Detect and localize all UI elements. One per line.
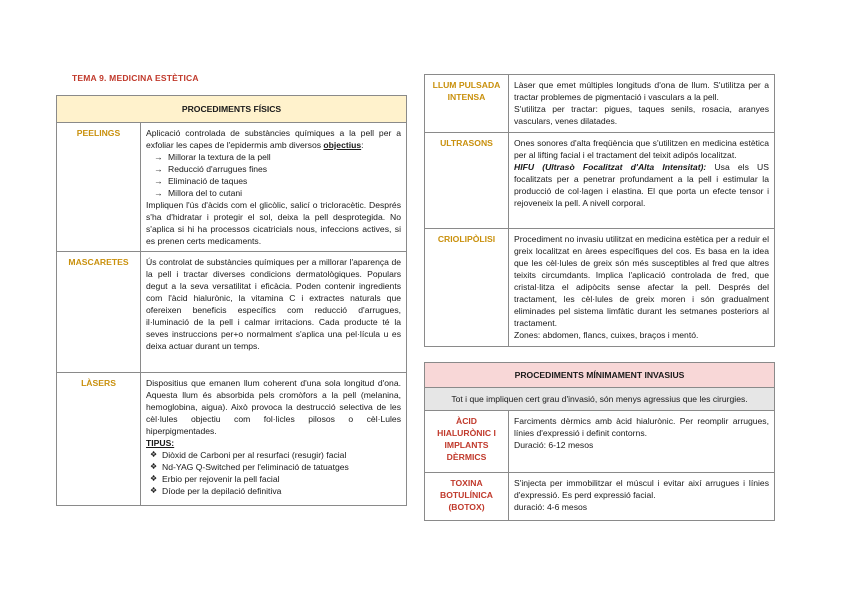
list-item — [146, 151, 401, 163]
minimally-invasive-table — [424, 362, 775, 521]
peelings-content — [141, 123, 407, 252]
hyaluronic-label-line: HIALURÒNIC I — [437, 428, 496, 438]
list-item — [146, 175, 401, 187]
cryolipolysis-content — [509, 229, 775, 347]
botox-row — [425, 473, 775, 521]
arrow-icon: → — [154, 188, 163, 198]
cryolipolysis-label: CRIOLIPÒLISI — [425, 229, 509, 347]
list-item-text: Reducció d'arrugues fines — [168, 164, 268, 174]
pulsed-light-content — [509, 75, 775, 133]
botox-duration: duració: 4-6 mesos — [514, 502, 588, 512]
peelings-row — [57, 123, 407, 252]
cryolipolysis-row — [425, 229, 775, 347]
ultrasound-description: Ones sonores d'alta freqüència que s'utilitzen en medicina estètica per al lifting facial i el tractament del teixit adipós localitzat. — [514, 138, 769, 160]
ultrasound-row — [425, 133, 775, 229]
cryolipolysis-description: Procediment no invasiu utilitzat en medicina estètica per a reduir el greix localitzat en àrees específiques del cos. Es basa en la idea que les cèl·lules de greix són més susceptibles al fred que altres teixits circumdants. Implica l'aplicació controlada de fred, que cristal·litza el adipòcits sense afectar la pell. Després del tractament, les cèl·lules de greix moren i són gradualment eliminades pel sistema limfàtic durant les setmanes posteriors al tractament. — [514, 234, 769, 328]
list-item — [146, 485, 401, 497]
lasers-description: Dispositius que emanen llum coherent d'una sola longitud d'ona. Aquesta llum és absorbida pels cromòfors a la pell (melanina, hemoglobina, aigua). Això provoca la destrucció selectiva de les cèl·lules objectiu com fol·licles pilosos o cèl·Lules hiperpigmentades. — [146, 378, 402, 436]
peelings-colon: : — [361, 140, 364, 150]
list-item — [146, 473, 401, 485]
list-item-text: Eliminació de taques — [168, 176, 248, 186]
pulsed-light-uses: S'utilitza per tractar: pigues, taques senils, rosacia, aranyes vasculars, venes dilatades. — [514, 104, 769, 126]
lasers-row — [57, 373, 407, 506]
arrow-icon: → — [154, 164, 163, 174]
pulsed-light-label — [425, 75, 509, 133]
peelings-outro: Impliquen l'ús d'àcids com el glicòlic, salicí o tricloracètic. Després s'ha d'hidratar i protegir el sol, deixa la pell desprotegida. No s'aplica si hi ha processos cicatricials nous, infeccions actives, si es prenen certs medicaments. — [146, 200, 402, 246]
list-item-text: Erbio per rejovenir la pell facial — [162, 474, 280, 484]
peelings-intro: Aplicació controlada de substàncies químiques a la pell per a exfoliar les capes de l'epidermis amb diversos — [146, 128, 402, 150]
ultrasound-content — [509, 133, 775, 229]
pulsed-light-row — [425, 75, 775, 133]
diamond-bullet-icon: ❖ — [150, 486, 158, 495]
lasers-type-list — [146, 449, 401, 497]
lasers-content — [141, 373, 407, 506]
ultrasound-label: ULTRASONS — [425, 133, 509, 229]
botox-label-line: BOTULÍNICA — [440, 490, 493, 500]
list-item-text: Millora del to cutani — [168, 188, 243, 198]
hyaluronic-description: Farciments dèrmics amb àcid hialurònic. Per reomplir arrugues, línies d'expressió i definit contorns. — [514, 416, 769, 438]
hyaluronic-label-line: ÀCID — [455, 416, 477, 426]
minimal-subheader: Tot i que impliquen cert grau d'invasió, són menys agressius que les cirurgies. — [425, 388, 775, 411]
diamond-bullet-icon: ❖ — [150, 474, 158, 483]
lasers-types-label: TIPUS: — [146, 438, 175, 448]
peelings-objective-list — [146, 151, 401, 199]
list-item — [146, 187, 401, 199]
peelings-objectives: objectius — [323, 140, 362, 150]
list-item-text: Diòxid de Carboni per al resurfaci (resugir) facial — [162, 450, 347, 460]
arrow-icon: → — [154, 176, 163, 186]
list-item-text: Díode per la depilació definitiva — [162, 486, 282, 496]
hyaluronic-label-line: IMPLANTS — [444, 440, 489, 450]
hyaluronic-label-line: DÈRMICS — [446, 452, 487, 462]
pulsed-light-label-line: INTENSA — [447, 92, 486, 102]
hifu-label: HIFU (Ultrasò Focalitzat d'Alta Intensitat): — [514, 162, 707, 172]
diamond-bullet-icon: ❖ — [150, 462, 158, 471]
arrow-icon: → — [154, 152, 163, 162]
botox-label-line: TOXINA — [450, 478, 483, 488]
hyaluronic-duration: Duració: 6-12 mesos — [514, 440, 594, 450]
peelings-label: PEELINGS — [57, 123, 141, 252]
hyaluronic-label — [425, 411, 509, 473]
pulsed-light-description: Làser que emet múltiples longituds d'ona de llum. S'utilitza per a tractar problemes de pigmentació i vasculars a la pell. — [514, 80, 769, 102]
physical-header: PROCEDIMENTS FÍSICS — [57, 96, 407, 123]
masks-label: MASCARETES — [57, 252, 141, 373]
lasers-label: LÀSERS — [57, 373, 141, 506]
minimal-header: PROCEDIMENTS MÍNIMAMENT INVASIUS — [425, 363, 775, 388]
list-item — [146, 163, 401, 175]
list-item — [146, 449, 401, 461]
hyaluronic-content — [509, 411, 775, 473]
list-item-text: Nd-YAG Q-Switched per l'eliminació de tatuatges — [162, 462, 349, 472]
hyaluronic-row — [425, 411, 775, 473]
botox-content — [509, 473, 775, 521]
cryolipolysis-zones: Zones: abdomen, flancs, cuixes, braços i mentó. — [514, 330, 699, 340]
physical-procedures-table — [56, 95, 407, 506]
botox-description: S'injecta per immobilitzar el múscul i evitar així arrugues i línies d'expressió. Es perd expressió facial. — [514, 478, 769, 500]
hifu-text: Usa els US focalitzats per a penetrar profundament a la pell i estimular la producció de col·lagen i elastina. El que porta un efecte tensor i rejoveneix la pell. A nivell corporal. — [514, 162, 769, 208]
masks-row — [57, 252, 407, 373]
botox-label-line: (BOTOX) — [448, 502, 485, 512]
theme-title: TEMA 9. MEDICINA ESTÈTICA — [72, 73, 199, 83]
masks-content: Ús controlat de substàncies químiques per a millorar l'aparença de la pell i tractar diverses condicions dermatològiques. Populars degut a la seva versatilitat i eficàcia. Poden contenir ingredients com l'àcid hialurònic, la vitamina C i extractes naturals que ofereixen beneficis específics com reducció d'arrugues, il·luminació de la pell i calmar irritacions. Cada producte té la seves instruccions per+o normalment s'aplica una pel·lícula u es deixa actuar durant un temps. — [141, 252, 407, 373]
diamond-bullet-icon: ❖ — [150, 450, 158, 459]
list-item-text: Millorar la textura de la pell — [168, 152, 271, 162]
botox-label — [425, 473, 509, 521]
list-item — [146, 461, 401, 473]
physical-procedures-continued-table — [424, 74, 775, 347]
pulsed-light-label-line: LLUM PULSADA — [432, 80, 501, 90]
